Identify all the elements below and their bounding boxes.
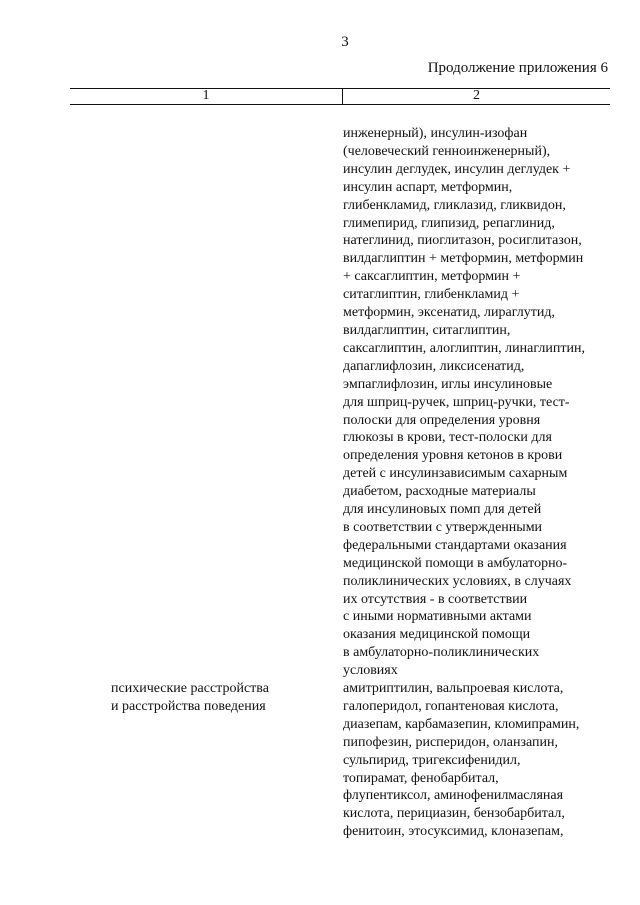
text-line: глимепирид, глипизид, репаглинид, [343,215,555,231]
text-line: диазепам, карбамазепин, кломипрамин, [343,716,580,732]
text-line: в соответствии с утвержденными [343,519,543,535]
text-line: в амбулаторно-поликлинических [343,645,540,661]
text-line: амитриптилин, вальпроевая кислота, [343,681,564,696]
text-line: сульпирид, тригексифенидил, [343,752,521,768]
text-line: психические расстройства [111,681,269,696]
text-line: дапаглифлозин, ликсисенатид, [343,358,525,374]
text-line: топирамат, фенобарбитал, [343,770,499,786]
text-line: глибенкламид, гликлазид, гликвидон, [343,197,566,213]
text-line: фенитоин, этосуксимид, клоназепам, [343,824,564,840]
column-header-2: 2 [473,88,480,103]
text-line: определения уровня кетонов в крови [343,448,563,464]
text-line: метформин, эксенатид, лираглутид, [343,305,555,321]
text-line: эмпаглифлозин, иглы инсулиновые [343,376,553,392]
text-line: с иными нормативными актами [343,609,532,625]
text-line: саксаглиптин, алоглиптин, линаглиптин, [343,340,585,356]
text-line: диабетом, расходные материалы [343,484,536,500]
text-line: (человеческий генноинженерный), [343,143,551,159]
text-line: флупентиксол, аминофенилмасляная [343,788,564,804]
text-line: глюкозы в крови, тест-полоски для [343,430,552,446]
text-line: натеглинид, пиоглитазон, росиглитазон, [343,233,582,249]
text-line: инженерный), инсулин-изофан [343,126,528,141]
text-line: пипофезин, рисперидон, оланзапин, [343,734,559,750]
text-line: инсулин аспарт, метформин, [343,179,513,195]
page-number: 3 [341,34,349,50]
text-line: детей с инсулинзависимым сахарным [343,466,568,482]
text-line: вилдаглиптин, ситаглиптин, [343,322,511,338]
text-line: ситаглиптин, глибенкламид + [343,287,520,303]
text-line: федеральными стандартами оказания [343,537,567,553]
column-header-1: 1 [202,88,210,103]
text-line: поликлинических условиях, в случаях [343,573,572,589]
text-line: инсулин деглудек, инсулин деглудек + [343,161,571,177]
text-line: полоски для определения уровня [343,412,541,428]
text-line: кислота, перициазин, бензобарбитал, [343,806,565,822]
text-line: галоперидол, гопантеновая кислота, [343,698,559,714]
text-line: для шприц-ручек, шприц-ручки, тест- [343,394,570,410]
text-line: для инсулиновых помп для детей [343,502,542,518]
row-1-column-2-text [343,125,585,680]
appendix-continuation-note: Продолжение приложения 6 [427,60,608,76]
text-line: и расстройства поведения [111,698,266,714]
row-2-column-2-text [343,680,579,841]
text-line: оказания медицинской помощи [343,627,531,643]
text-line: условиях [343,663,398,679]
text-line: вилдаглиптин + метформин, метформин [343,251,584,267]
text-line: их отсутствия - в соответствии [343,591,528,607]
text-line: медицинской помощи в амбулаторно- [343,555,568,571]
row-2-column-1-text [111,680,269,716]
table-header [70,88,610,105]
text-line: + саксаглиптин, метформин + [343,269,521,285]
